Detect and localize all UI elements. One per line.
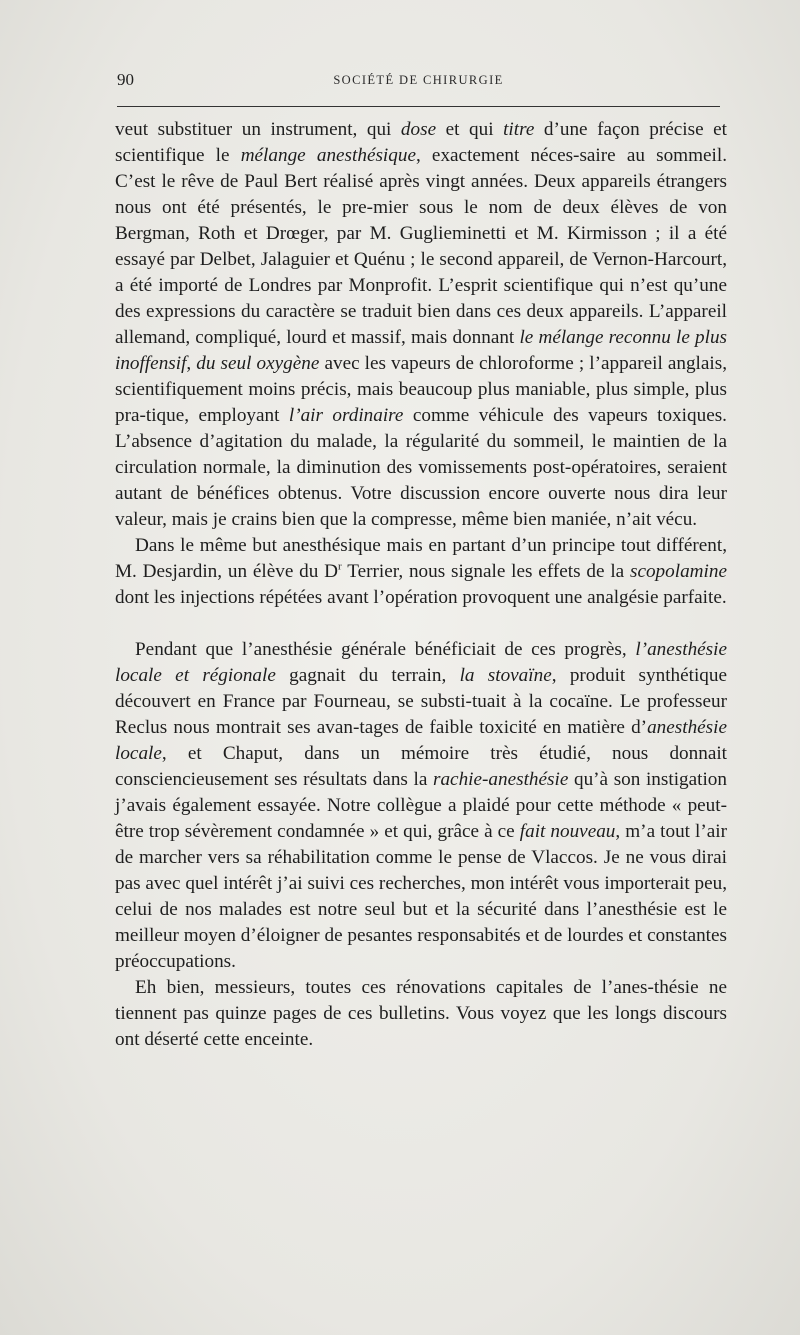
text-run: avec les vapeurs de chloroforme ; l’appareil anglais, scientifiquement moins précis, mais beaucoup plus maniable, plus simple, plus pra-tique, employant [115, 353, 728, 426]
page-number: 90 [117, 70, 134, 89]
text-run: , m’a tout l’air de marcher vers sa réhabilitation comme le pense de Vlaccos. Je ne vous dirai pas avec quel intérêt j’ai suivi ces recherches, mon intérêt vous importerait peu, celui de nos malades est notre seul but et la sécurité dans l’anesthésie est le meilleur moyen d’éloigner de pesantes responsabités et de lourdes et constantes préoccupations. [115, 821, 727, 972]
italic-run: rachie-anesthésie [433, 769, 569, 790]
italic-run: scopolamine [629, 561, 727, 582]
italic-run: le mélange reconnu le plus inoffensif [115, 327, 728, 374]
text-run: Pendant que l’anesthésie générale bénéficiait de ces progrès, [135, 639, 636, 660]
text-run: , produit synthétique découvert en France par Fourneau, se substi-tuait à la cocaïne. Le professeur Reclus nous montrait ses avan-tages de faible toxicité en matière d’ [115, 665, 728, 738]
text-run: gagnait du terrain, [275, 665, 460, 686]
text-run: et qui [436, 119, 504, 140]
superscript-run: r [338, 560, 342, 573]
italic-run: la stovaïne [459, 665, 552, 686]
paragraph-2 [115, 533, 727, 611]
text-run: Dans le même but anesthésique mais en partant d’un principe tout différent, M. Desjardin, un élève du D [115, 535, 727, 582]
running-title: SOCIÉTÉ DE CHIRURGIE [333, 73, 504, 87]
text-run: , et Chaput, dans un mémoire très étudié, nous donnait consciencieusement ses résultats dans la [115, 743, 727, 790]
italic-run: l’anesthésie locale et régionale [115, 639, 727, 686]
text-run: , exactement néces-saire au sommeil. C’est le rêve de Paul Bert réalisé après vingt années. Deux appareils étrangers nous ont été présentés, le pre-mier sous le nom de deux élèves de von Bergman, Roth et Drœger, par M. Gugliеminetti et M. Kirmisson ; il a été essayé par Delbet, Jalaguier et Quénu ; le second appareil, de Vernon-Harcourt, a été importé de Londres par Monprofit. L’esprit scientifique qui n’est qu’une des expressions du caractère se traduit bien dans ces deux appareils. L’appareil allemand, compliqué, lourd et massif, mais donnant [115, 145, 727, 348]
italic-run: l’air ordinaire [288, 405, 404, 426]
paragraph-3 [115, 637, 727, 975]
text-run: d’une façon précise et scientifique le [115, 119, 727, 166]
text-run: Terrier, nous signale les effets de la [341, 561, 630, 582]
text-run: dont les injections répétées avant l’opération provoquent une analgésie parfaite. [115, 587, 727, 608]
header-rule [117, 106, 720, 107]
text-run: Eh bien, messieurs, toutes ces rénovations capitales de l’anes-thésie ne tiennent pas quinze pages de ces bulletins. Vous voyez que les longs discours ont déserté cette enceinte. [115, 977, 727, 1050]
italic-run: dose [400, 119, 437, 140]
italic-run: titre [503, 119, 535, 140]
paragraph-4 [115, 975, 727, 1053]
text-run: veut substituer un instrument, qui [115, 119, 401, 140]
page-header [117, 70, 720, 94]
italic-run: du seul oxygène [196, 353, 320, 374]
italic-run: anesthésie locale [115, 717, 727, 764]
body-text [115, 117, 727, 1053]
italic-run: mélange anesthésique [240, 145, 416, 166]
text-run: , [186, 353, 197, 374]
text-run: comme véhicule des vapeurs toxiques. L’absence d’agitation du malade, la régularité du sommeil, le maintien de la circulation normale, la diminution des vomissements post-opératoires, seraient autant de bénéfices obtenus. Votre discussion encore ouverte nous dira leur valeur, mais je crains bien que la compresse, même bien maniée, n’ait vécu. [115, 405, 727, 530]
italic-run: fait nouveau [519, 821, 616, 842]
text-run: qu’à son instigation j’avais également essayée. Notre collègue a plaidé pour cette méthode « peut-être trop sévèrement condamnée » et qui, grâce à ce [115, 769, 727, 842]
paragraph-1 [115, 117, 727, 533]
